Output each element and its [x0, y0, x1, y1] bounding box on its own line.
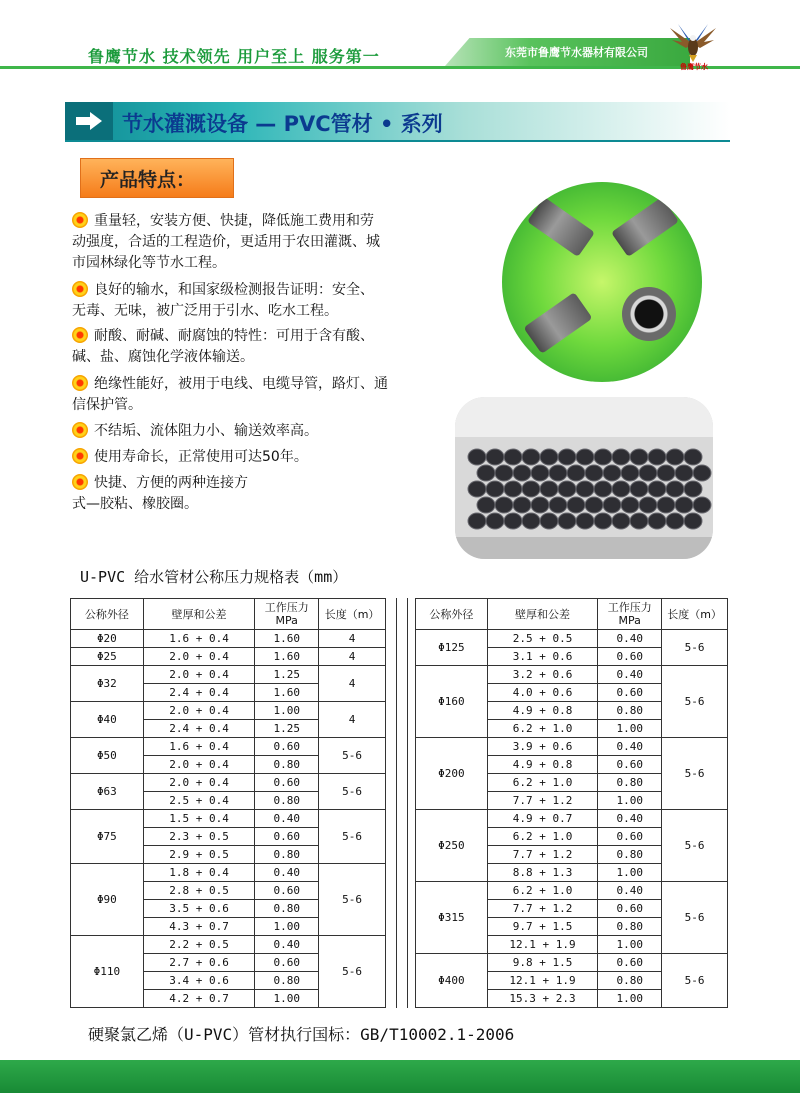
- table-separator: [396, 598, 408, 1008]
- cell-wall-thickness: 6.2 + 1.0: [487, 774, 598, 792]
- pipe-fittings-image: [502, 182, 702, 382]
- cell-length: 5-6: [319, 774, 386, 810]
- eagle-logo-icon: [668, 22, 718, 66]
- cell-wall-thickness: 7.7 + 1.2: [487, 846, 598, 864]
- cell-pressure: 0.40: [598, 630, 662, 648]
- header-length: 长度（m）: [319, 599, 386, 630]
- bullet-icon: [72, 281, 88, 297]
- cell-length: 5-6: [319, 864, 386, 936]
- company-name: 东莞市鲁鹰节水器材有限公司: [505, 46, 648, 59]
- cell-pressure: 0.40: [598, 666, 662, 684]
- cell-wall-thickness: 3.9 + 0.6: [487, 738, 598, 756]
- cell-outer-diameter: Φ90: [71, 864, 144, 936]
- table-row: [416, 666, 728, 684]
- cell-pressure: 0.80: [598, 774, 662, 792]
- cell-pressure: 0.60: [598, 828, 662, 846]
- standard-note: 硬聚氯乙烯（U-PVC）管材执行国标：GB/T10002.1-2006: [88, 1025, 515, 1044]
- pipe-socket: [622, 287, 676, 341]
- cell-pressure: 1.00: [255, 990, 319, 1008]
- cell-wall-thickness: 12.1 + 1.9: [487, 936, 598, 954]
- cell-wall-thickness: 2.8 + 0.5: [143, 882, 255, 900]
- cell-wall-thickness: 1.6 + 0.4: [143, 630, 255, 648]
- header-wall: 壁厚和公差: [487, 599, 598, 630]
- cell-wall-thickness: 4.9 + 0.7: [487, 810, 598, 828]
- cell-pressure: 0.80: [255, 972, 319, 990]
- cell-pressure: 1.00: [255, 918, 319, 936]
- cell-outer-diameter: Φ110: [71, 936, 144, 1008]
- cell-pressure: 1.00: [598, 936, 662, 954]
- bullet-icon: [72, 448, 88, 464]
- table-row: [416, 738, 728, 756]
- cell-length: 4: [319, 630, 386, 648]
- cell-pressure: 0.60: [598, 756, 662, 774]
- cell-pressure: 1.00: [598, 990, 662, 1008]
- cell-pressure: 0.60: [598, 648, 662, 666]
- cell-wall-thickness: 1.8 + 0.4: [143, 864, 255, 882]
- cell-wall-thickness: 2.7 + 0.6: [143, 954, 255, 972]
- cell-wall-thickness: 6.2 + 1.0: [487, 828, 598, 846]
- cell-pressure: 0.40: [255, 810, 319, 828]
- cell-length: 4: [319, 648, 386, 666]
- cell-wall-thickness: 7.7 + 1.2: [487, 792, 598, 810]
- footer-bar: [0, 1060, 800, 1093]
- cell-length: 5-6: [662, 954, 728, 1008]
- slogan: 鲁鹰节水 技术领先 用户至上 服务第一: [88, 47, 380, 66]
- cell-pressure: 0.80: [255, 900, 319, 918]
- cell-outer-diameter: Φ50: [71, 738, 144, 774]
- table-header-row: [71, 599, 386, 630]
- table-row: [416, 810, 728, 828]
- cell-pressure: 0.60: [598, 900, 662, 918]
- cell-wall-thickness: 3.4 + 0.6: [143, 972, 255, 990]
- cell-pressure: 0.40: [255, 864, 319, 882]
- cell-pressure: 0.60: [255, 828, 319, 846]
- table-title: U-PVC 给水管材公称压力规格表（mm）: [80, 568, 348, 586]
- cell-pressure: 0.40: [598, 738, 662, 756]
- table-row: [416, 630, 728, 648]
- feature-item: 不结垢、流体阻力小、输送效率高。: [72, 421, 318, 442]
- cell-pressure: 1.00: [598, 720, 662, 738]
- bullet-icon: [72, 212, 88, 228]
- cell-length: 5-6: [319, 738, 386, 774]
- cell-length: 5-6: [319, 936, 386, 1008]
- cell-wall-thickness: 6.2 + 1.0: [487, 882, 598, 900]
- title-underline: [65, 140, 730, 142]
- cell-pressure: 0.60: [255, 882, 319, 900]
- cell-length: 5-6: [662, 810, 728, 882]
- cell-wall-thickness: 2.2 + 0.5: [143, 936, 255, 954]
- cell-pressure: 1.00: [598, 864, 662, 882]
- table-row: [71, 774, 386, 792]
- cell-length: 5-6: [662, 738, 728, 810]
- table-row: [71, 630, 386, 648]
- cell-wall-thickness: 2.4 + 0.4: [143, 720, 255, 738]
- bullet-icon: [72, 375, 88, 391]
- cell-pressure: 0.80: [255, 846, 319, 864]
- cell-pressure: 0.60: [598, 954, 662, 972]
- cell-wall-thickness: 2.9 + 0.5: [143, 846, 255, 864]
- cell-wall-thickness: 4.3 + 0.7: [143, 918, 255, 936]
- feature-item: 使用寿命长，正常使用可达50年。: [72, 447, 308, 468]
- cell-pressure: 1.00: [598, 792, 662, 810]
- feature-item: 良好的输水，和国家级检测报告证明：安全、 无毒、无味，被广泛用于引水、吃水工程。: [72, 282, 374, 319]
- bullet-icon: [72, 474, 88, 490]
- cell-wall-thickness: 2.0 + 0.4: [143, 702, 255, 720]
- cell-pressure: 0.40: [598, 810, 662, 828]
- cell-outer-diameter: Φ25: [71, 648, 144, 666]
- cell-wall-thickness: 3.5 + 0.6: [143, 900, 255, 918]
- cell-wall-thickness: 2.0 + 0.4: [143, 666, 255, 684]
- feature-item: 重量轻，安装方便、快捷，降低施工费用和劳 动强度，合适的工程造价，更适用于农田灌溉、城 市园林绿化等节水工程。: [72, 213, 380, 271]
- table-row: [71, 648, 386, 666]
- cell-wall-thickness: 3.2 + 0.6: [487, 666, 598, 684]
- cell-wall-thickness: 4.9 + 0.8: [487, 702, 598, 720]
- header-length: 长度（m）: [662, 599, 728, 630]
- table-row: [71, 666, 386, 684]
- cell-outer-diameter: Φ125: [416, 630, 488, 666]
- cell-pressure: 0.60: [598, 684, 662, 702]
- cell-outer-diameter: Φ75: [71, 810, 144, 864]
- table-row: [71, 864, 386, 882]
- header-od: 公称外径: [71, 599, 144, 630]
- cell-pressure: 0.80: [598, 702, 662, 720]
- cell-pressure: 0.80: [598, 972, 662, 990]
- cell-wall-thickness: 4.2 + 0.7: [143, 990, 255, 1008]
- cell-wall-thickness: 2.5 + 0.4: [143, 792, 255, 810]
- cell-length: 5-6: [662, 882, 728, 954]
- table-header-row: [416, 599, 728, 630]
- cell-pressure: 0.60: [255, 774, 319, 792]
- cell-length: 5-6: [319, 810, 386, 864]
- cell-pressure: 1.60: [255, 648, 319, 666]
- cell-outer-diameter: Φ315: [416, 882, 488, 954]
- cell-pressure: 0.80: [598, 918, 662, 936]
- table-row: [71, 702, 386, 720]
- pipe-segment: [527, 197, 595, 257]
- cell-wall-thickness: 2.4 + 0.4: [143, 684, 255, 702]
- cell-pressure: 0.80: [255, 792, 319, 810]
- cell-wall-thickness: 7.7 + 1.2: [487, 900, 598, 918]
- cell-outer-diameter: Φ200: [416, 738, 488, 810]
- table-row: [71, 936, 386, 954]
- feature-item: 耐酸、耐碱、耐腐蚀的特性：可用于含有酸、 碱、盐、腐蚀化学液体输送。: [72, 328, 374, 365]
- cell-wall-thickness: 2.0 + 0.4: [143, 648, 255, 666]
- header-pressure: 工作压力 MPa: [598, 599, 662, 630]
- spec-table-left: [70, 598, 386, 1008]
- cell-wall-thickness: 2.0 + 0.4: [143, 756, 255, 774]
- table-row: [71, 738, 386, 756]
- bullet-icon: [72, 327, 88, 343]
- cell-length: 4: [319, 666, 386, 702]
- table-row: [71, 810, 386, 828]
- cell-outer-diameter: Φ20: [71, 630, 144, 648]
- feature-item: 快捷、方便的两种连接方 式—胶粘、橡胶圈。: [72, 475, 248, 512]
- feature-item: 绝缘性能好，被用于电线、电缆导管，路灯、通 信保护管。: [72, 376, 388, 413]
- cell-wall-thickness: 4.9 + 0.8: [487, 756, 598, 774]
- cell-wall-thickness: 9.7 + 1.5: [487, 918, 598, 936]
- features-heading: 产品特点：: [100, 169, 196, 191]
- cell-pressure: 1.60: [255, 684, 319, 702]
- cell-pressure: 0.60: [255, 738, 319, 756]
- cell-wall-thickness: 15.3 + 2.3: [487, 990, 598, 1008]
- cell-wall-thickness: 8.8 + 1.3: [487, 864, 598, 882]
- spec-table-right: [415, 598, 728, 1008]
- cell-wall-thickness: 3.1 + 0.6: [487, 648, 598, 666]
- stacked-pipes-photo: [455, 397, 713, 559]
- cell-length: 5-6: [662, 630, 728, 666]
- arrow-right-icon: [76, 112, 102, 130]
- cell-wall-thickness: 2.3 + 0.5: [143, 828, 255, 846]
- cell-wall-thickness: 2.5 + 0.5: [487, 630, 598, 648]
- logo-text: 鲁鹰节水: [680, 63, 708, 71]
- cell-length: 5-6: [662, 666, 728, 738]
- bullet-icon: [72, 422, 88, 438]
- table-row: [416, 882, 728, 900]
- table-row: [416, 954, 728, 972]
- cell-pressure: 0.80: [255, 756, 319, 774]
- pipe-segment: [611, 197, 679, 257]
- cell-length: 4: [319, 702, 386, 738]
- cell-pressure: 1.25: [255, 720, 319, 738]
- cell-outer-diameter: Φ250: [416, 810, 488, 882]
- cell-pressure: 1.25: [255, 666, 319, 684]
- cell-outer-diameter: Φ160: [416, 666, 488, 738]
- cell-pressure: 0.40: [598, 882, 662, 900]
- cell-wall-thickness: 1.6 + 0.4: [143, 738, 255, 756]
- cell-wall-thickness: 2.0 + 0.4: [143, 774, 255, 792]
- cell-wall-thickness: 6.2 + 1.0: [487, 720, 598, 738]
- cell-outer-diameter: Φ32: [71, 666, 144, 702]
- header-wall: 壁厚和公差: [143, 599, 255, 630]
- cell-wall-thickness: 4.0 + 0.6: [487, 684, 598, 702]
- cell-outer-diameter: Φ400: [416, 954, 488, 1008]
- cell-pressure: 0.40: [255, 936, 319, 954]
- pipe-segment: [523, 292, 592, 354]
- cell-outer-diameter: Φ40: [71, 702, 144, 738]
- cell-outer-diameter: Φ63: [71, 774, 144, 810]
- header-pressure: 工作压力 MPa: [255, 599, 319, 630]
- cell-wall-thickness: 9.8 + 1.5: [487, 954, 598, 972]
- cell-pressure: 0.80: [598, 846, 662, 864]
- cell-pressure: 1.00: [255, 702, 319, 720]
- cell-wall-thickness: 1.5 + 0.4: [143, 810, 255, 828]
- header-od: 公称外径: [416, 599, 488, 630]
- cell-pressure: 1.60: [255, 630, 319, 648]
- cell-pressure: 0.60: [255, 954, 319, 972]
- cell-wall-thickness: 12.1 + 1.9: [487, 972, 598, 990]
- page-title: 节水灌溉设备 — PVC管材 • 系列: [122, 112, 443, 136]
